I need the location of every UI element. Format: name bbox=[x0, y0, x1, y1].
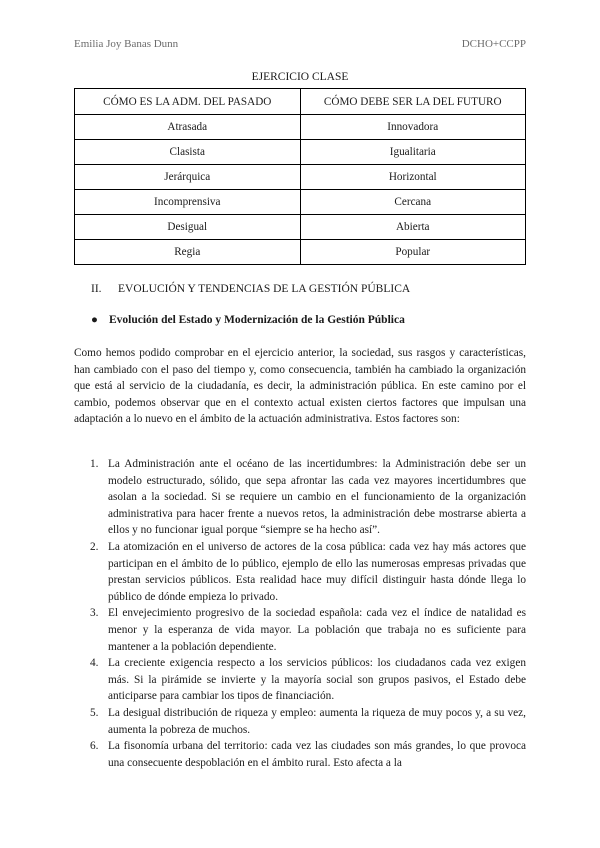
section-title: EVOLUCIÓN Y TENDENCIAS DE LA GESTIÓN PÚBLICA bbox=[118, 283, 411, 295]
list-item-text: La atomización en el universo de actores de la cosa pública: cada vez hay más actores que participan en el ámbito de lo público, ejemplo de ello las numerosas empresas privadas que prestan servicios públicos. Esta realidad hace muy difícil distinguir hasta dónde llega lo público de dónde empieza lo privado. bbox=[108, 540, 526, 603]
table-cell-future: Igualitaria bbox=[300, 140, 526, 165]
table-row bbox=[75, 140, 526, 165]
factors-list bbox=[74, 456, 526, 771]
table-cell-past: Incomprensiva bbox=[75, 190, 301, 215]
table-cell-past: Atrasada bbox=[75, 115, 301, 140]
intro-paragraph: Como hemos podido comprobar en el ejercicio anterior, la sociedad, sus rasgos y características, han cambiado con el paso del tiempo y, como consecuencia, también ha cambiado la organización que está al servicio de la ciudadanía, es decir, la administración pública. En este camino por el cambio, podemos observar que en el contexto actual existen ciertos factores que impulsan una adaptación a lo nuevo en el ámbito de la actuación administrativa. Estos factores son: bbox=[74, 347, 526, 426]
list-item bbox=[74, 738, 526, 771]
table-row bbox=[75, 215, 526, 240]
table-header-row bbox=[75, 89, 526, 115]
bullet-icon: ● bbox=[91, 314, 98, 326]
table-row bbox=[75, 190, 526, 215]
table-cell-future: Abierta bbox=[300, 215, 526, 240]
table-cell-past: Desigual bbox=[75, 215, 301, 240]
list-number: 6. bbox=[90, 740, 99, 753]
list-item bbox=[74, 655, 526, 705]
list-item-text: La Administración ante el océano de las incertidumbres: la Administración debe ser un modelo estructurado, sólido, que sepa afrontar las cada vez mayores incertidumbres que asolan a la sociedad. Si se requiere un cambio en el funcionamiento de la organización administrativa para hacer frente a nuevos retos, la administración debe mostrarse abierta a ellos y no funcionar igual porque “siempre se ha hecho así”. bbox=[108, 458, 526, 537]
list-number: 1. bbox=[90, 458, 99, 470]
comparison-table bbox=[74, 88, 526, 265]
column-header-future: CÓMO DEBE SER LA DEL FUTURO bbox=[300, 89, 526, 115]
header-course: DCHO+CCPP bbox=[461, 38, 526, 50]
list-item bbox=[74, 705, 526, 738]
page-header bbox=[74, 38, 526, 52]
section-number: II. bbox=[91, 283, 102, 295]
table-cell-future: Popular bbox=[300, 240, 526, 265]
list-item bbox=[74, 605, 526, 655]
section-heading bbox=[91, 283, 410, 295]
table-cell-future: Cercana bbox=[300, 190, 526, 215]
table-cell-past: Regia bbox=[75, 240, 301, 265]
column-header-past: CÓMO ES LA ADM. DEL PASADO bbox=[75, 89, 301, 115]
table-cell-past: Jerárquica bbox=[75, 165, 301, 190]
list-number: 3. bbox=[90, 607, 99, 620]
list-number: 4. bbox=[90, 657, 99, 670]
list-item-text: La fisonomía urbana del territorio: cada vez las ciudades son más grandes, lo que provoca una consecuente despoblación en el ámbito rural. Esto afecta a la bbox=[108, 740, 526, 769]
table-row bbox=[75, 115, 526, 140]
subsection-heading bbox=[91, 314, 405, 326]
list-number: 5. bbox=[90, 706, 99, 719]
table-row bbox=[75, 240, 526, 265]
table-cell-future: Horizontal bbox=[300, 165, 526, 190]
table-row bbox=[75, 165, 526, 190]
list-item-text: La desigual distribución de riqueza y empleo: aumenta la riqueza de muy pocos y, a su vez, aumenta la pobreza de muchos. bbox=[108, 706, 526, 736]
subsection-title: Evolución del Estado y Modernización de la Gestión Pública bbox=[109, 314, 405, 326]
list-item-text: El envejecimiento progresivo de la sociedad española: cada vez el índice de natalidad es menor y la esperanza de vida mayor. La población que trabaja no es suficiente para mantener a la población dependiente. bbox=[108, 607, 526, 653]
table-cell-future: Innovadora bbox=[300, 115, 526, 140]
list-item bbox=[74, 456, 526, 539]
table-caption: EJERCICIO CLASE bbox=[251, 71, 349, 83]
list-number: 2. bbox=[90, 540, 99, 553]
list-item-text: La creciente exigencia respecto a los servicios públicos: los ciudadanos cada vez exigen más. Si la pirámide se invierte y la mayoría social son grupos pasivos, el Estado debe anticiparse para cambiar los tipos de financiación. bbox=[108, 657, 526, 703]
list-item bbox=[74, 539, 526, 605]
header-author: Emilia Joy Banas Dunn bbox=[74, 38, 179, 50]
table-cell-past: Clasista bbox=[75, 140, 301, 165]
